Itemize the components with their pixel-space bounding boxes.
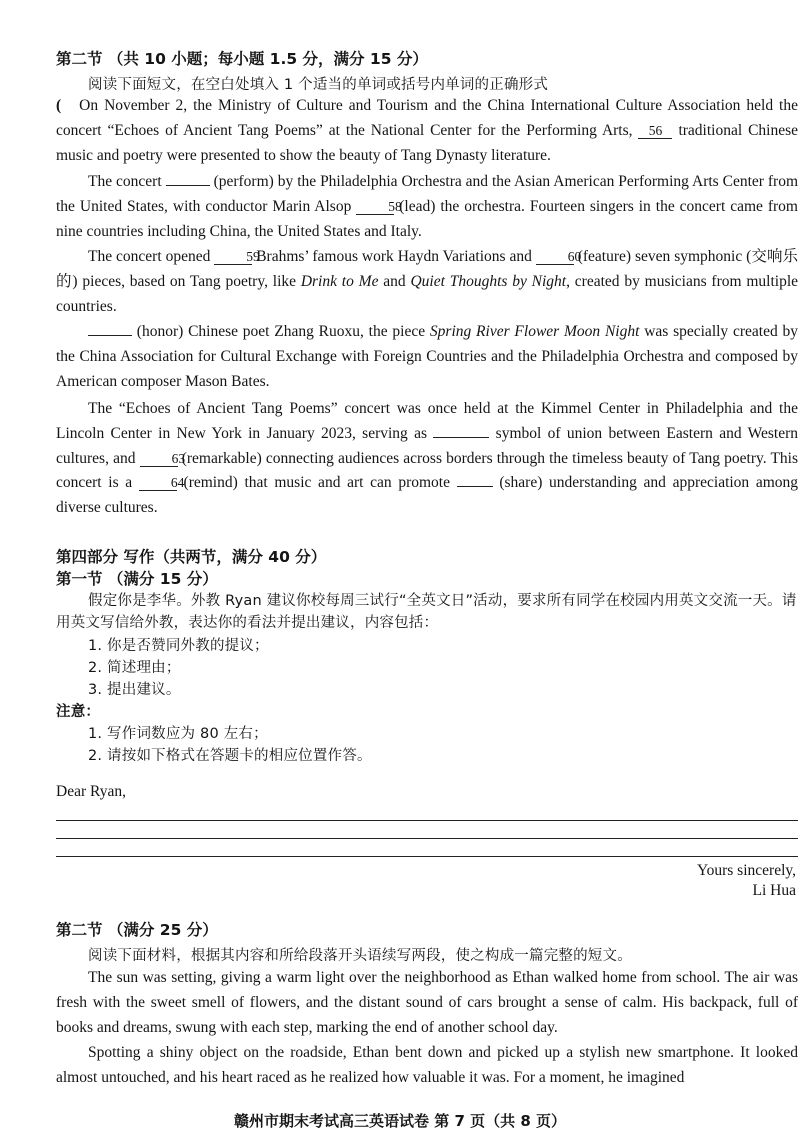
p4-text-b: was specially created by the China Association for Cultural Exchange with Foreign Countries and the Philadelphia Orchestra and composed by American composer Mason Bates. <box>56 323 799 390</box>
answer-line-1 <box>56 820 798 821</box>
p3-text-b: Brahms’ famous work Haydn Variations and <box>256 248 532 265</box>
page-footer: 赣州市期末考试高三英语试卷 第 7 页（共 8 页） <box>234 1112 566 1130</box>
writing1-point-3: 3. 提出建议。 <box>88 682 181 698</box>
writing2-header: 第二节 （满分 25 分） <box>56 921 218 939</box>
writing1-point-1: 1. 你是否赞同外教的提议； <box>88 638 269 654</box>
p2-text-c: (lead) the orchestra. Fourteen singers in the concert came from nine countries including China, the United States and Italy. <box>56 197 798 240</box>
section2-instruction: 阅读下面短文，在空白处填入 1 个适当的单词或括号内单词的正确形式 <box>88 77 549 93</box>
p5-text-a: The “Echoes of Ancient Tang Poems” concert was once held at the Kimmel Center in Philadelphia and the Lincoln Center in New York in January 2023, serving as <box>56 400 798 442</box>
p3-text-d: , created by musicians from multiple countries. <box>56 272 799 315</box>
p3-text-a: The concert opened <box>88 248 211 265</box>
blank-57 <box>166 185 210 186</box>
answer-line-3 <box>56 856 798 857</box>
p5-text-e: (share) understanding and appreciation among diverse cultures. <box>56 474 799 517</box>
passage-paragraph-5 <box>56 397 798 521</box>
passage-paragraph-2 <box>56 170 798 244</box>
blank-56: 56 <box>638 123 672 139</box>
blank-64: 64 <box>139 475 177 491</box>
blank-58: 58 <box>356 199 394 215</box>
signature: Li Hua <box>752 882 796 899</box>
part4-header: 第四部分 写作（共两节，满分 40 分） <box>56 548 327 566</box>
writing1-prompt: 假定你是李华。外教 Ryan 建议你校每周三试行“全英文日”活动，要求所有同学在校园内用英文交流一天。请用英文写信给外教，表达你的看法并提出建议，内容包括： <box>56 593 797 631</box>
closing: Yours sincerely, <box>696 862 796 879</box>
blank-63: 63 <box>140 451 178 467</box>
blank-60: 60 <box>536 249 574 265</box>
writing2-instruction: 阅读下面材料，根据其内容和所给段落开头语续写两段，使之构成一篇完整的短文。 <box>88 948 632 964</box>
story-paragraph-1: The sun was setting, giving a warm light over the neighborhood as Ethan walked home from school. The air was fresh with the sweet smell of flowers, and the distant sound of cars brought a sense of calm. His backpack, full of books and dreams, swung with each step, marking the end of another school day. <box>56 969 798 1036</box>
p1-text: On November 2, the Ministry of Culture and Tourism and the China International Culture Association held the concert “Echoes of Ancient Tang Poems” at the National Center for the Performing Arts, <box>56 97 798 139</box>
writing1-point-2: 2. 简述理由； <box>88 660 181 676</box>
p3-title-2: Quiet Thoughts by Night <box>410 272 567 290</box>
p1-after: traditional Chinese music and poetry were presented to show the beauty of Tang Dynasty literature. <box>56 121 799 164</box>
blank-65 <box>457 486 493 487</box>
p3-text-c: (feature) seven symphonic (交响乐的) pieces, based on Tang poetry, like <box>56 248 798 290</box>
note-2: 2. 请按如下格式在答题卡的相应位置作答。 <box>88 748 372 764</box>
writing1-header: 第一节 （满分 15 分） <box>56 570 218 588</box>
blank-61 <box>88 335 132 336</box>
blank-59: 59 <box>214 249 252 265</box>
answer-line-2 <box>56 838 798 839</box>
p5-text-c: (remarkable) connecting audiences across borders through the timeless beauty of Tang poetry. This concert is a <box>56 449 799 492</box>
passage-paragraph-1 <box>56 94 798 168</box>
passage-paragraph-3 <box>56 245 798 319</box>
notes-label: 注意： <box>56 704 101 720</box>
p3-title-1: Drink to Me <box>300 272 379 290</box>
p2-text-a: The concert <box>88 173 162 190</box>
p2-text-b: (perform) by the Philadelphia Orchestra and the Asian American Performing Arts Center from the United States, with conductor Marin Alsop <box>56 173 799 215</box>
note-1: 1. 写作词数应为 80 左右； <box>88 726 268 742</box>
p4-title: Spring River Flower Moon Night <box>429 323 640 340</box>
margin-mark: ( <box>56 97 62 114</box>
p5-text-d: (remind) that music and art can promote <box>183 474 450 492</box>
p4-text-a: (honor) Chinese poet Zhang Ruoxu, the piece <box>136 323 426 340</box>
story-paragraph-2: Spotting a shiny object on the roadside, Ethan bent down and picked up a stylish new smartphone. It looked almost untouched, and his heart raced as he realized how valuable it was. For a moment, he imagined <box>56 1044 798 1086</box>
section2-header: 第二节 （共 10 小题；每小题 1.5 分，满分 15 分） <box>56 50 428 68</box>
passage-paragraph-4 <box>56 320 798 394</box>
salutation: Dear Ryan, <box>56 783 126 800</box>
p5-text-b: symbol of union between Eastern and Western cultures, and <box>56 424 799 467</box>
blank-62 <box>433 437 489 438</box>
p3-and: and <box>383 272 406 290</box>
